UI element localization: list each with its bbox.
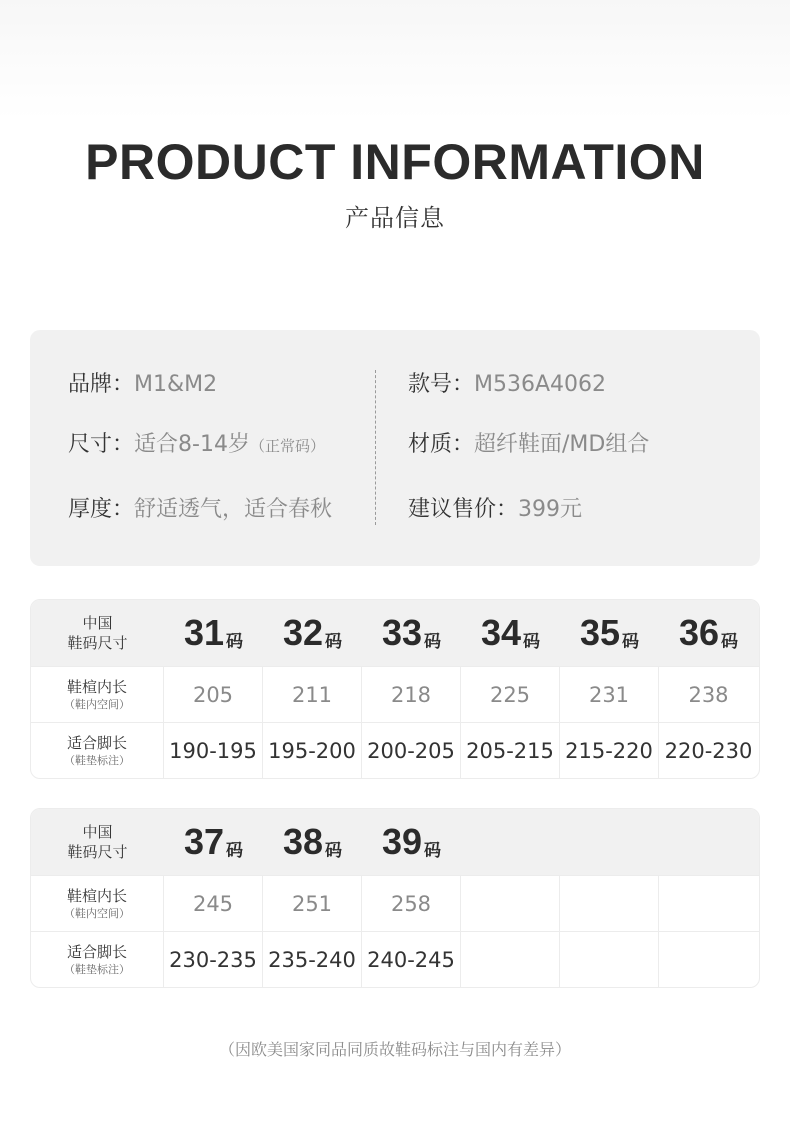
size-cell	[659, 600, 758, 666]
foot-length-cell-empty	[560, 932, 659, 987]
size-unit: 码	[226, 840, 244, 861]
inner-length-cell	[362, 876, 461, 931]
size-unit: 码	[424, 840, 442, 861]
size-cell-empty	[461, 809, 560, 875]
foot-length-value: 220-230	[664, 738, 753, 763]
info-model	[408, 369, 606, 401]
inner-length-value: 218	[390, 682, 432, 707]
size-number: 38	[282, 821, 324, 862]
foot-length-cell	[461, 723, 560, 778]
foot-length-value: 190-195	[169, 738, 257, 763]
foot-length-cell	[164, 932, 263, 987]
inner-length-cell-empty	[659, 876, 758, 931]
info-thickness	[68, 494, 332, 526]
row-label-cn-size	[31, 809, 164, 875]
size-cell	[461, 600, 560, 666]
size-cell	[164, 809, 263, 875]
size-number: 33	[381, 612, 423, 653]
info-price-label: 建议售价：	[408, 497, 519, 522]
foot-length-cell	[164, 723, 263, 778]
info-brand-label: 品牌：	[68, 372, 135, 397]
page-title: PRODUCT INFORMATION	[85, 134, 705, 190]
row-label-foot-length	[31, 932, 164, 987]
size-number: 32	[282, 612, 324, 653]
foot-length-cell	[362, 932, 461, 987]
foot-length-value: 205-215	[466, 738, 554, 763]
size-cell	[164, 600, 263, 666]
info-thickness-value: 舒适透气，适合春秋	[134, 497, 333, 522]
row-label-main: 鞋楦内长	[66, 677, 127, 696]
foot-length-row	[31, 722, 759, 778]
inner-length-value: 225	[489, 682, 531, 707]
size-table-header-row	[31, 809, 759, 875]
info-price	[408, 494, 582, 526]
info-brand-value: M1&M2	[134, 372, 218, 397]
size-cell	[263, 600, 362, 666]
info-material-value: 超纤鞋面/MD组合	[474, 432, 650, 457]
size-number: 36	[678, 612, 720, 653]
info-material-label: 材质：	[408, 432, 475, 457]
size-number: 34	[480, 612, 522, 653]
foot-length-value: 215-220	[565, 738, 653, 763]
inner-length-value: 251	[291, 891, 333, 916]
row-label-sub: （鞋垫标注）	[64, 753, 130, 767]
info-model-label: 款号：	[408, 372, 475, 397]
size-cell	[362, 600, 461, 666]
size-unit: 码	[226, 631, 244, 652]
size-table-header-row	[31, 600, 759, 666]
page-subtitle: 产品信息	[345, 204, 445, 232]
inner-length-cell	[659, 667, 758, 722]
info-thickness-label: 厚度：	[68, 497, 135, 522]
inner-length-value: 205	[192, 682, 234, 707]
foot-length-value: 240-245	[367, 947, 455, 972]
size-cell-empty	[659, 809, 758, 875]
inner-length-value: 245	[192, 891, 234, 916]
inner-length-cell-empty	[461, 876, 560, 931]
row-label-inner-length	[31, 667, 164, 722]
inner-length-cell-empty	[560, 876, 659, 931]
row-label-inner-length	[31, 876, 164, 931]
row-label-main: 适合脚长	[66, 942, 127, 961]
size-table-2	[30, 808, 760, 988]
row-label-sub: （鞋垫标注）	[64, 962, 130, 976]
info-size-label: 尺寸：	[68, 432, 135, 457]
size-unit: 码	[325, 631, 343, 652]
size-number: 37	[183, 821, 225, 862]
size-footnote: （因欧美国家同品同质故鞋码标注与国内有差异）	[218, 1040, 571, 1059]
info-size	[68, 429, 325, 462]
foot-length-cell	[362, 723, 461, 778]
row-label-sub: （鞋内空间）	[64, 697, 130, 711]
row-label-main: 鞋楦内长	[66, 886, 127, 905]
foot-length-value: 235-240	[268, 947, 356, 972]
foot-length-cell-empty	[461, 932, 560, 987]
foot-length-cell-empty	[659, 932, 758, 987]
info-brand	[68, 369, 217, 401]
row-label-line: 中国	[82, 614, 113, 632]
row-label-line: 鞋码尺寸	[67, 634, 128, 652]
size-unit: 码	[523, 631, 541, 652]
info-divider	[375, 370, 376, 525]
inner-length-value: 238	[688, 682, 729, 707]
row-label-sub: （鞋内空间）	[64, 906, 130, 920]
foot-length-cell	[263, 723, 362, 778]
foot-length-value: 230-235	[169, 947, 257, 972]
size-number: 35	[579, 612, 621, 653]
size-cell	[362, 809, 461, 875]
inner-length-cell	[263, 876, 362, 931]
inner-length-value: 231	[588, 682, 630, 707]
size-unit: 码	[622, 631, 640, 652]
info-model-value: M536A4062	[474, 372, 607, 397]
size-cell	[560, 600, 659, 666]
foot-length-row	[31, 931, 759, 987]
inner-length-value: 211	[291, 682, 333, 707]
size-unit: 码	[721, 631, 739, 652]
row-label-line: 鞋码尺寸	[67, 843, 128, 861]
size-unit: 码	[424, 631, 442, 652]
inner-length-cell	[263, 667, 362, 722]
foot-length-cell	[263, 932, 362, 987]
inner-length-cell	[362, 667, 461, 722]
row-label-cn-size	[31, 600, 164, 666]
row-label-foot-length	[31, 723, 164, 778]
info-size-note: （正常码）	[249, 437, 325, 455]
inner-length-row	[31, 666, 759, 722]
inner-length-cell	[461, 667, 560, 722]
inner-length-cell	[164, 667, 263, 722]
size-table-1	[30, 599, 760, 779]
size-cell	[263, 809, 362, 875]
size-number: 31	[183, 612, 225, 653]
size-number: 39	[381, 821, 423, 862]
foot-length-cell	[659, 723, 758, 778]
foot-length-value: 195-200	[268, 738, 356, 763]
inner-length-cell	[164, 876, 263, 931]
foot-length-cell	[560, 723, 659, 778]
row-label-line: 中国	[82, 823, 113, 841]
info-material	[408, 429, 649, 461]
inner-length-value: 258	[390, 891, 432, 916]
row-label-main: 适合脚长	[66, 733, 127, 752]
foot-length-value: 200-205	[367, 738, 455, 763]
info-size-value: 适合8-14岁	[134, 432, 250, 457]
size-cell-empty	[560, 809, 659, 875]
inner-length-cell	[560, 667, 659, 722]
inner-length-row	[31, 875, 759, 931]
product-info-panel	[30, 330, 760, 566]
size-unit: 码	[325, 840, 343, 861]
info-price-value: 399元	[518, 497, 583, 522]
